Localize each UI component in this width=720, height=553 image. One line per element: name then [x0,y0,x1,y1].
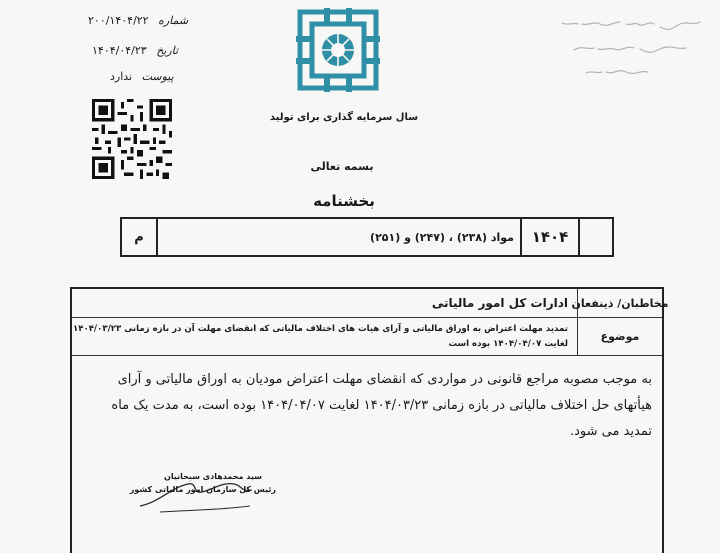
basmala: بسمه تعالی [310,160,374,173]
signer-position: رئیس کل سازمان امور مالیاتی کشور [129,485,276,494]
number-cell-empty [578,219,612,255]
subject-label: موضوع [577,318,662,355]
audience-label: مخاطبان/ ذینفعان [577,289,662,317]
signer-name: سید محمدهادی سبحانیان [163,472,263,481]
signer-block [129,470,276,496]
circular-letter: م [134,229,144,245]
letter-number: شماره ۲۰۰/۱۴۰۴/۲۲ [88,14,189,27]
document-title: بخشنامه [313,192,375,210]
letter-attachment: پیوست ندارد [110,70,174,83]
audience-value: ادارات کل امور مالیاتی [431,296,568,310]
audience-row [72,289,669,318]
tax-organization-logo [296,8,380,92]
circular-number-row [120,217,614,257]
year-slogan: سال سرمایه گذاری برای تولید [269,112,419,123]
subject-line-2: لغایت ۱۴۰۴/۰۴/۰۷ بوده است [448,339,568,349]
subject-row [72,318,662,356]
circular-body-text: به موجب مصوبه مراجع قانونی در مواردی که انقضای مهلت اعتراض مودیان به اوراق مالیاتی و آرای هیأتهای حل اختلاف مالیاتی در بازه زمانی ۱۴۰۴/۰۳/۲۳ لغایت ۱۴۰۴/۰۴/۰۷ بوده است، به مدت یک ماه تمدید می شود. [111,372,652,439]
subject-line-1: تمدید مهلت اعتراض به اوراق مالیاتی و آرای هیات های اختلاف مالیاتی که انقضای مهلت آن در بازه زمانی ۱۴۰۴/۰۳/۲۳ [72,324,568,334]
circular-year: ۱۴۰۴ [520,219,578,255]
circular-articles: مواد (۲۳۸) ، (۲۴۷) و (۲۵۱) [156,219,520,255]
letter-date: تاریخ ۱۴۰۴/۰۴/۲۳ [92,44,179,57]
handwritten-note [508,8,706,88]
subject-value [72,318,568,359]
